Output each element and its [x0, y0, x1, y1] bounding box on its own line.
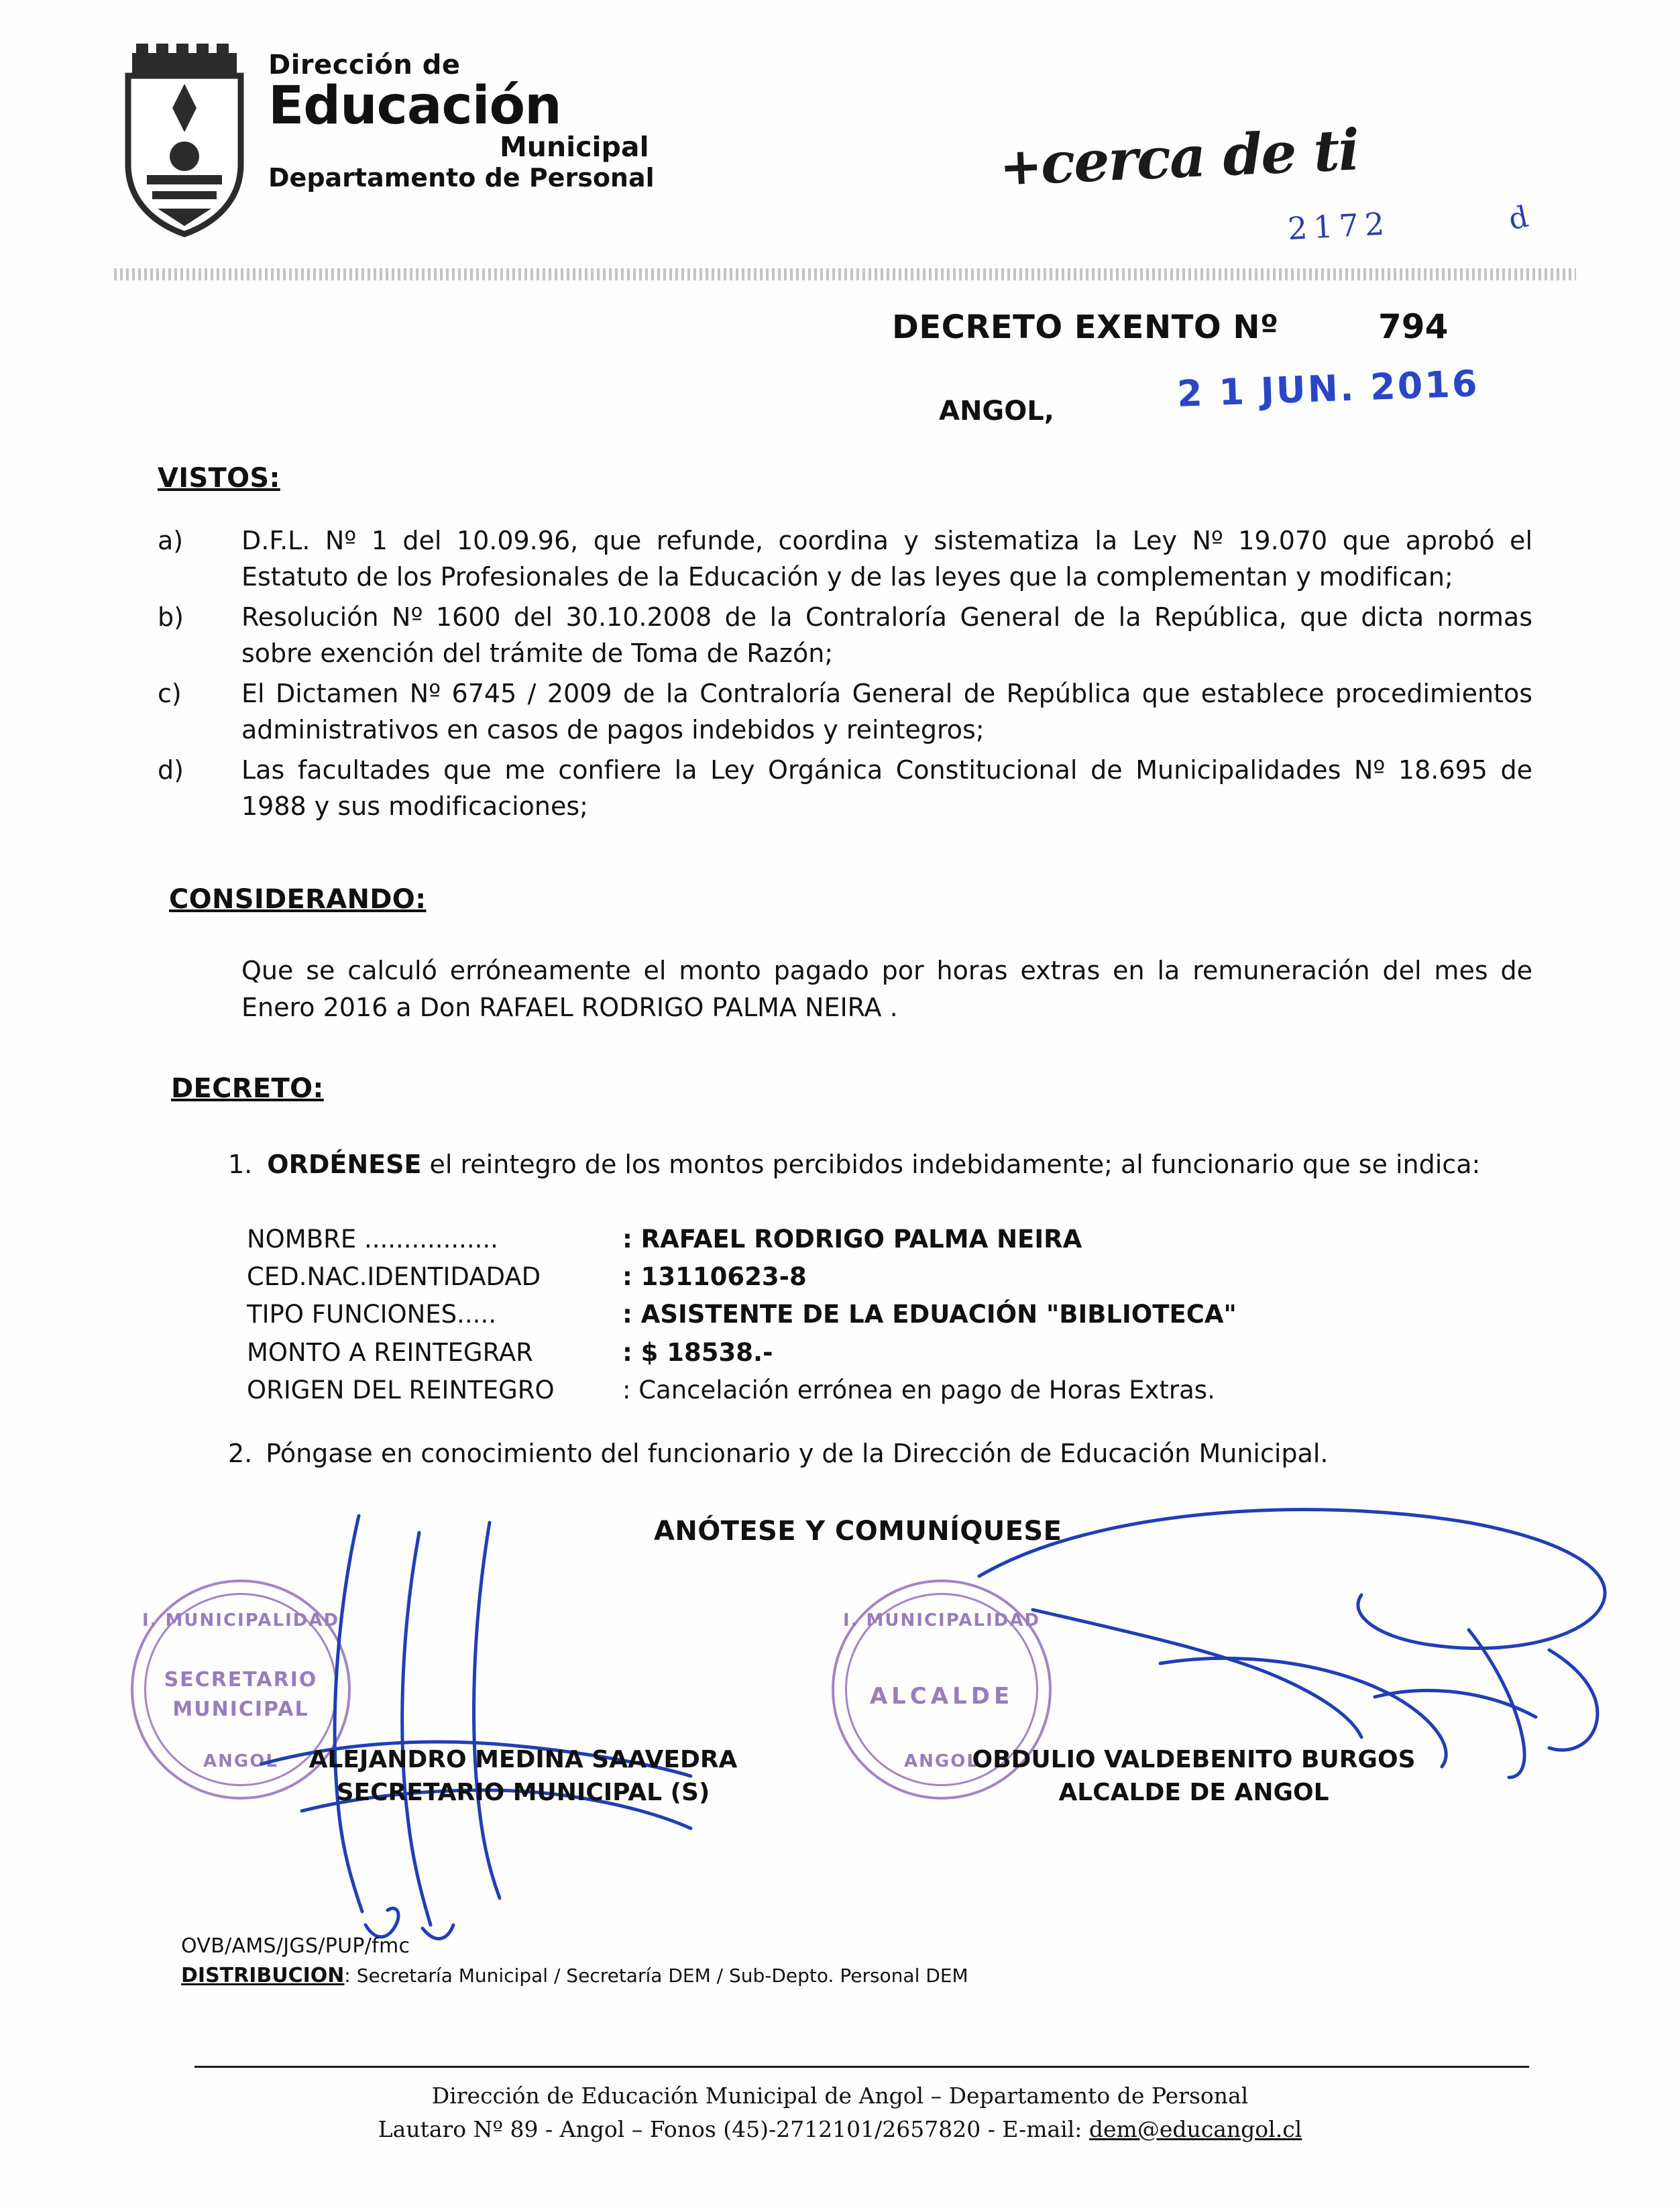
footer-divider: [194, 2066, 1529, 2068]
list-item: [158, 676, 1532, 749]
distribution-list: : Secretaría Municipal / Secretaría DEM / Sub-Depto. Personal DEM: [344, 1964, 968, 1987]
signature-title: SECRETARIO MUNICIPAL (S): [336, 1778, 710, 1806]
decree-item-2-number: 2.: [228, 1439, 253, 1468]
header-line-departamento: Departamento de Personal: [268, 163, 655, 192]
list-item-text: Resolución Nº 1600 del 30.10.2008 de la Contraloría General de la República, que dicta normas sobre exención del trámite de Toma de Razón;: [241, 602, 1532, 668]
field-label: ORIGEN DEL REINTEGRO: [247, 1375, 555, 1404]
beneficiary-fields: [247, 1221, 1237, 1409]
footer-email[interactable]: dem@educangol.cl: [1088, 2115, 1302, 2142]
list-item-text: D.F.L. Nº 1 del 10.09.96, que refunde, coordina y sistematiza la Ley Nº 19.070 que aprobó el Estatuto de los Profesionales de la Educación y de las leyes que la complementan y modifican;: [241, 526, 1532, 592]
field-label: TIPO FUNCIONES.....: [247, 1300, 496, 1329]
list-item-marker: b): [158, 602, 184, 632]
header-line-direccion: Dirección de: [268, 50, 461, 80]
stamp-mid-text-1: ALCALDE: [869, 1683, 1014, 1710]
decree-title: DECRETO EXENTO Nº: [892, 309, 1279, 346]
vistos-list: [158, 523, 1532, 829]
signature-block-secretario: [288, 1744, 758, 1809]
list-item: [158, 600, 1532, 672]
distribution-initials: OVB/AMS/JGS/PUP/fmc: [181, 1934, 410, 1958]
field-label: NOMBRE .................: [247, 1225, 498, 1254]
footer: [0, 2079, 1680, 2146]
section-heading-decreto: DECRETO:: [171, 1073, 324, 1104]
decree-item-1-number: 1.: [228, 1150, 253, 1179]
table-row: [247, 1258, 1237, 1296]
city-label: ANGOL,: [939, 396, 1054, 427]
stamp-bottom-text: ANGOL: [904, 1751, 979, 1771]
table-row: [247, 1372, 1237, 1409]
signature-title: ALCALDE DE ANGOL: [1058, 1778, 1329, 1806]
section-heading-considerando: CONSIDERANDO:: [169, 884, 427, 915]
section-heading-vistos: VISTOS:: [158, 463, 280, 494]
field-value: : ASISTENTE DE LA EDUACIÓN "BIBLIOTECA": [622, 1300, 1237, 1329]
header-divider: [114, 268, 1576, 280]
coat-of-arms-icon: [117, 44, 251, 238]
list-item-marker: a): [158, 526, 184, 555]
considerando-text: Que se calculó erróneamente el monto pagado por horas extras en la remuneración del mes de Enero 2016 a Don RAFAEL RODRIGO PALMA NEIRA .: [241, 956, 1532, 1023]
handwritten-mark: d: [1506, 199, 1532, 237]
field-label: CED.NAC.IDENTIDADAD: [247, 1262, 541, 1292]
field-label: MONTO A REINTEGRAR: [247, 1337, 533, 1367]
table-row: [247, 1296, 1237, 1333]
signature-name: ALEJANDRO MEDINA SAAVEDRA: [309, 1746, 738, 1773]
list-item: [158, 753, 1532, 825]
slogan-plus: +: [998, 135, 1042, 197]
stamp-top-text: I. MUNICIPALIDAD: [842, 1610, 1041, 1631]
signature-name: OBDULIO VALDEBENITO BURGOS: [972, 1746, 1416, 1773]
decree-item-2: [228, 1439, 1536, 1468]
field-value: : Cancelación errónea en pago de Horas Extras.: [622, 1375, 1215, 1404]
stamp-mid-text-1: SECRETARIO: [164, 1668, 318, 1692]
list-item-marker: d): [158, 755, 184, 785]
field-value: : $ 18538.-: [622, 1337, 773, 1367]
stamp-mid-text-2: MUNICIPAL: [172, 1698, 309, 1721]
slogan-logo: [998, 116, 1359, 198]
list-item: [158, 523, 1532, 596]
header-line-educacion: Educación: [268, 76, 561, 136]
field-value: : RAFAEL RODRIGO PALMA NEIRA: [622, 1225, 1082, 1254]
decree-item-1-text: el reintegro de los montos percibidos indebidamente; al funcionario que se indica:: [421, 1150, 1481, 1179]
signature-block-alcalde: [959, 1744, 1429, 1809]
field-value: : 13110623-8: [622, 1262, 807, 1292]
list-item-text: El Dictamen Nº 6745 / 2009 de la Contraloría General de República que establece procedimientos administrativos en casos de pagos indebidos y reintegros;: [241, 678, 1532, 744]
handwritten-number: 2172: [1286, 205, 1392, 247]
footer-line-2: Lautaro Nº 89 - Angol – Fonos (45)-2712101/2657820 - E-mail:: [378, 2115, 1089, 2142]
list-item-marker: c): [158, 678, 182, 708]
decree-item-1: [228, 1147, 1536, 1182]
table-row: [247, 1334, 1237, 1372]
stamp-top-text: I. MUNICIPALIDAD: [142, 1610, 340, 1631]
distribution-label: DISTRIBUCION: [181, 1963, 345, 1987]
stamp-bottom-text: ANGOL: [203, 1751, 278, 1771]
slogan-text: cerca de ti: [1039, 116, 1360, 197]
footer-line-1: Dirección de Educación Municipal de Angol – Departamento de Personal: [431, 2083, 1249, 2109]
date-stamp: 2 1 JUN. 2016: [1176, 362, 1480, 415]
list-item-text: Las facultades que me confiere la Ley Orgánica Constitucional de Municipalidades Nº 18.695 de 1988 y sus modificaciones;: [241, 755, 1532, 821]
table-row: [247, 1221, 1237, 1258]
department-title-block: [268, 52, 655, 190]
decree-item-2-text: Póngase en conocimiento del funcionario y de la Dirección de Educación Municipal.: [266, 1439, 1329, 1468]
distribution-block: [181, 1932, 968, 1990]
decree-item-1-keyword: ORDÉNESE: [267, 1150, 422, 1179]
header-line-municipal: Municipal: [499, 131, 649, 163]
decree-number: 794: [1378, 307, 1449, 346]
closing-statement: ANÓTESE Y COMUNÍQUESE: [654, 1516, 1062, 1547]
